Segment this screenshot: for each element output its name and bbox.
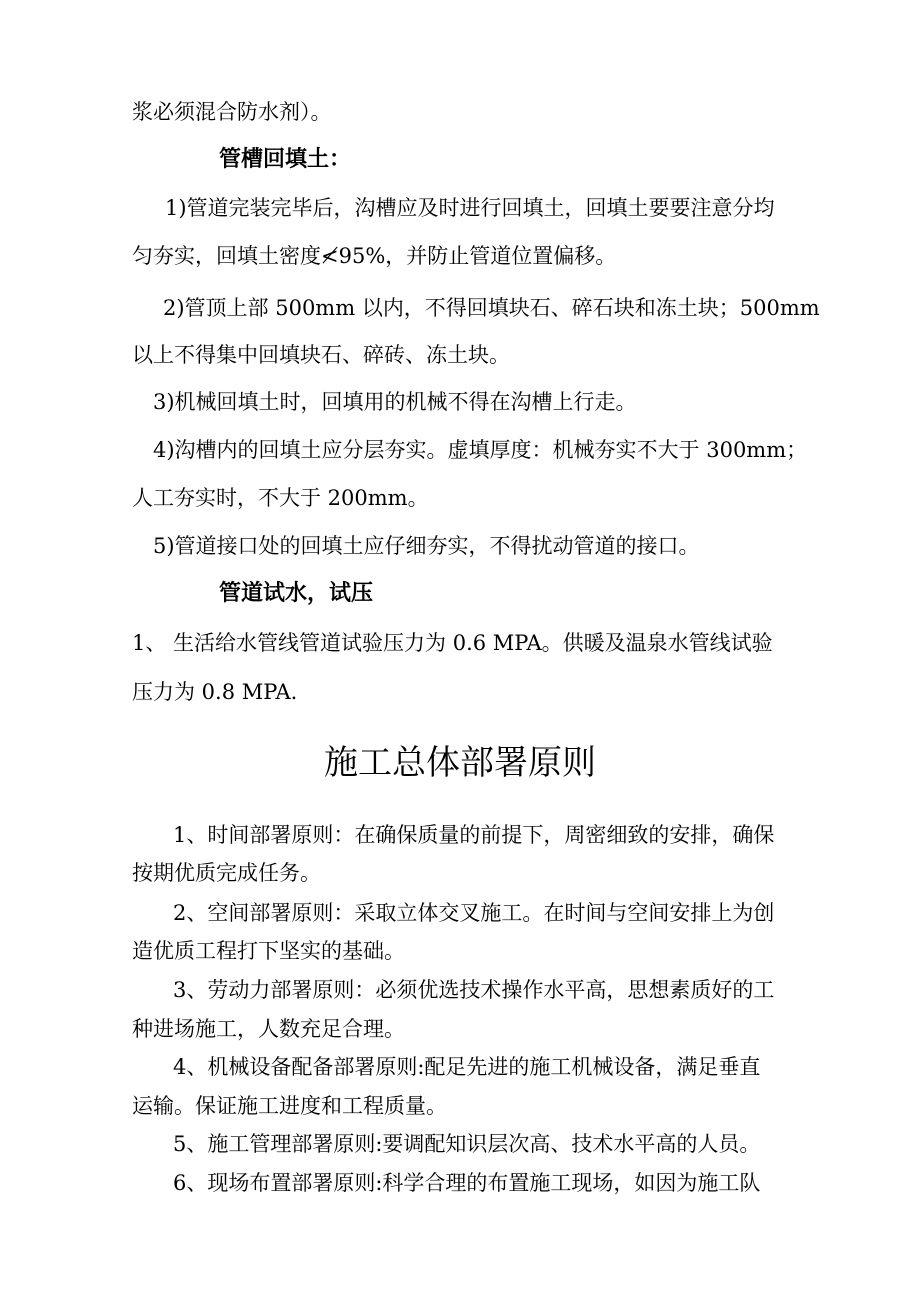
paragraph-line: 压力为 0.8 MPA. — [132, 680, 298, 704]
paragraph-line: 浆必须混合防水剂）。 — [132, 100, 332, 124]
paragraph-line: 人工夯实时，不大于 200mm。 — [132, 486, 429, 510]
paragraph-line: 4)沟槽内的回填土应分层夯实。虚填厚度：机械夯实不大于 300mm； — [153, 438, 808, 462]
paragraph-line: 2)管顶上部 500mm 以内，不得回填块石、碎石块和冻土块；500mm — [163, 296, 820, 320]
section-heading-backfill: 管槽回填土： — [219, 147, 352, 172]
paragraph-line: 以上不得集中回填块石、碎砖、冻土块。 — [132, 343, 510, 367]
paragraph-line: 造优质工程打下坚实的基础。 — [132, 939, 405, 963]
paragraph-line: 4、机械设备配备部署原则:配足先进的施工机械设备，满足垂直 — [173, 1055, 761, 1079]
paragraph-line: 1、 生活给水管线管道试验压力为 0.6 MPA。供暖及温泉水管线试验 — [132, 631, 773, 655]
section-heading-pressure-test: 管道试水，试压 — [219, 581, 374, 606]
paragraph-line: 按期优质完成任务。 — [132, 861, 321, 885]
page-title: 施工总体部署原则 — [324, 743, 596, 783]
paragraph-line: 6、现场布置部署原则:科学合理的布置施工现场，如因为施工队 — [173, 1171, 761, 1195]
paragraph-line: 运输。保证施工进度和工程质量。 — [132, 1094, 447, 1118]
paragraph-line: 5)管道接口处的回填土应仔细夯实，不得扰动管道的接口。 — [153, 534, 700, 558]
paragraph-line: 3、劳动力部署原则：必须优选技术操作水平高，思想素质好的工 — [173, 978, 775, 1002]
paragraph-line: 3)机械回填土时，回填用的机械不得在沟槽上行走。 — [153, 390, 637, 414]
paragraph-line: 1、时间部署原则：在确保质量的前提下，周密细致的安排，确保 — [173, 823, 775, 847]
paragraph-line: 种进场施工，人数充足合理。 — [132, 1017, 405, 1041]
paragraph-line: 2、空间部署原则：采取立体交叉施工。在时间与空间安排上为创 — [173, 901, 775, 925]
paragraph-line: 匀夯实，回填土密度≮95%，并防止管道位置偏移。 — [132, 244, 617, 268]
paragraph-line: 5、施工管理部署原则:要调配知识层次高、技术水平高的人员。 — [173, 1132, 761, 1156]
paragraph-line: 1)管道完装完毕后，沟槽应及时进行回填土，回填土要要注意分均 — [165, 196, 775, 220]
